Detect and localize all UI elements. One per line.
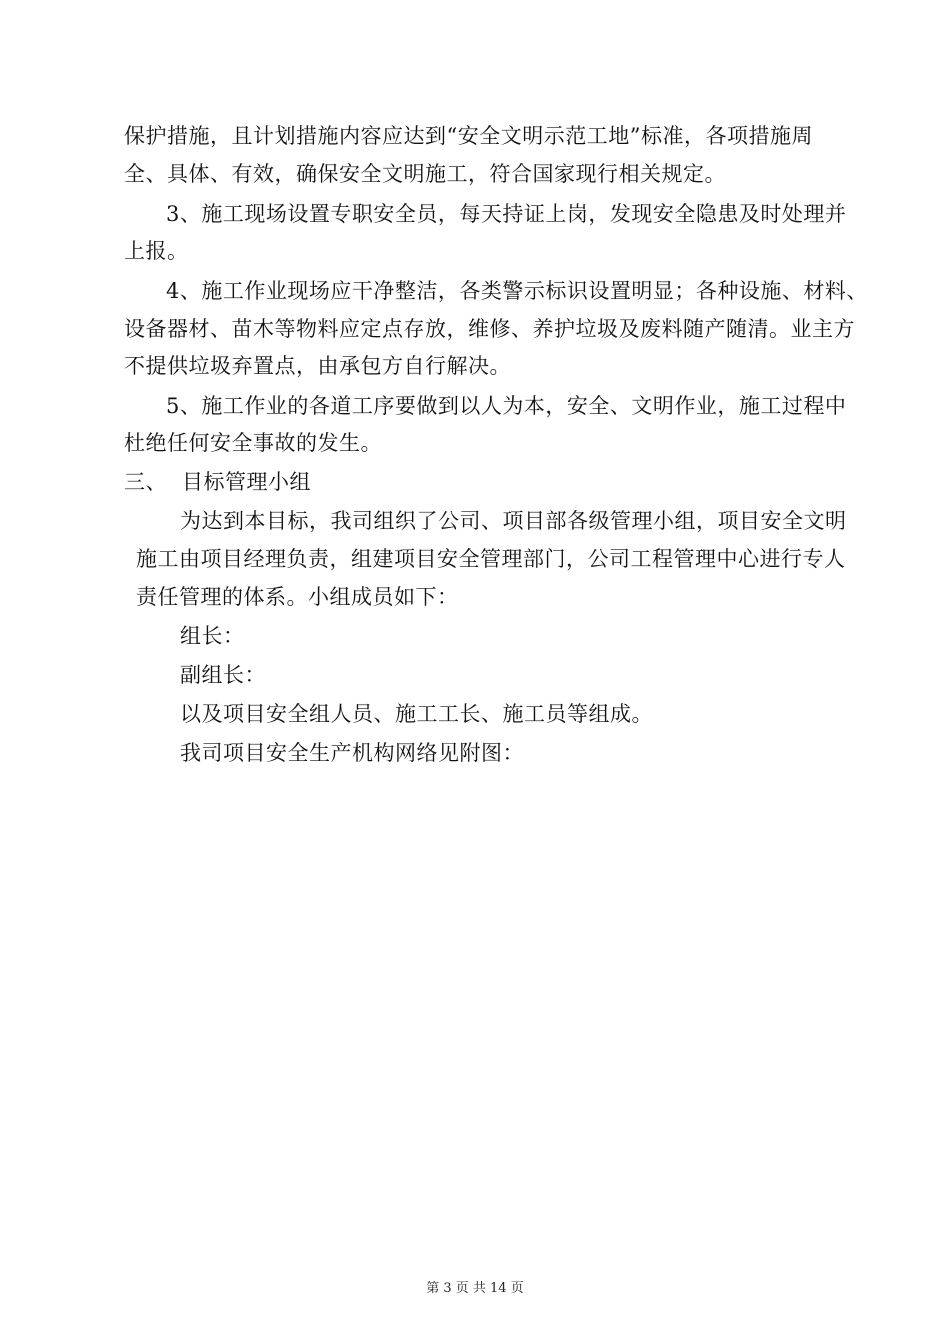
section-number: 三、 xyxy=(124,470,167,494)
paragraph-line: 设备器材、苗木等物料应定点存放，维修、养护垃圾及废料随产随清。业主方 xyxy=(124,317,855,341)
paragraph-line: 我司项目安全生产机构网络见附图： xyxy=(180,741,524,765)
paragraph-line: 杜绝任何安全事故的发生。 xyxy=(124,431,382,455)
paragraph-line: 责任管理的体系。小组成员如下： xyxy=(136,585,459,609)
paragraph-line: 保护措施，且计划措施内容应达到“安全文明示范工地”标准，各项措施周 xyxy=(124,124,813,148)
page-footer: 第 3 页 共 14 页 xyxy=(426,1281,524,1296)
section-title: 目标管理小组 xyxy=(182,470,311,494)
paragraph-line: 不提供垃圾弃置点，由承包方自行解决。 xyxy=(124,354,511,378)
paragraph-line: 4、施工作业现场应干净整洁，各类警示标识设置明显；各种设施、材料、 xyxy=(166,279,868,303)
paragraph-line: 施工由项目经理负责，组建项目安全管理部门，公司工程管理中心进行专人 xyxy=(136,547,846,571)
paragraph-line: 全、具体、有效，确保安全文明施工，符合国家现行相关规定。 xyxy=(124,162,726,186)
deputy-leader-line: 副组长： xyxy=(180,663,266,687)
section-heading xyxy=(124,468,311,496)
paragraph-line: 3、施工现场设置专职安全员，每天持证上岗，发现安全隐患及时处理并 xyxy=(166,202,847,226)
paragraph-line: 上报。 xyxy=(124,239,189,263)
team-leader-line: 组长： xyxy=(180,624,245,648)
paragraph-line: 以及项目安全组人员、施工工长、施工员等组成。 xyxy=(180,702,653,726)
paragraph-line: 5、施工作业的各道工序要做到以人为本，安全、文明作业，施工过程中 xyxy=(166,394,847,418)
paragraph-line: 为达到本目标，我司组织了公司、项目部各级管理小组，项目安全文明 xyxy=(180,509,847,533)
